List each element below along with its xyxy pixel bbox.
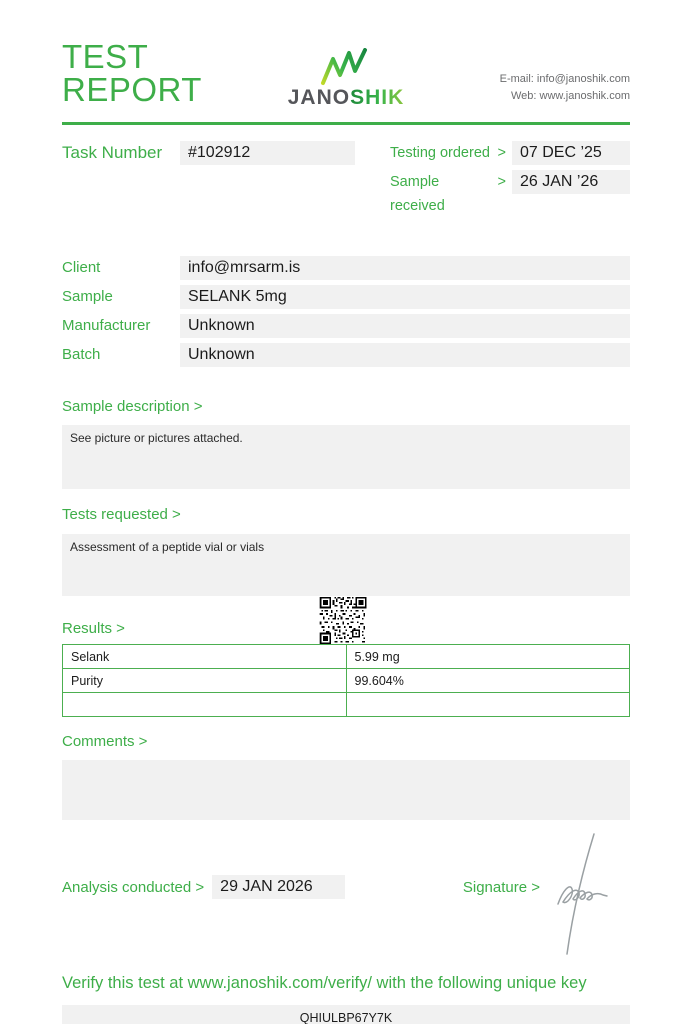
batch-row	[62, 343, 630, 367]
label-text: Testing ordered	[390, 145, 490, 161]
sample-value: SELANK 5mg	[180, 285, 630, 309]
sample-received-row	[390, 170, 630, 218]
batch-value: Unknown	[180, 343, 630, 367]
result-name: Purity	[63, 669, 347, 693]
client-label: Client	[62, 259, 101, 276]
tests-requested-content: Assessment of a peptide vial or vials	[62, 534, 630, 596]
tests-requested-heading: Tests requested >	[62, 506, 181, 523]
logo-wordmark	[271, 87, 421, 108]
contact-info	[421, 71, 630, 108]
table-row	[63, 669, 630, 693]
sample-description-heading: Sample description >	[62, 398, 203, 415]
janoshik-logo	[271, 48, 421, 108]
qr-code	[320, 597, 367, 644]
results-header	[62, 596, 630, 644]
growth-chart-icon	[319, 48, 373, 86]
testing-ordered-value: 07 DEC ’25	[512, 141, 630, 165]
contact-email: E-mail: info@janoshik.com	[499, 72, 630, 85]
sample-received-label	[390, 170, 512, 218]
logo-text-shik: SHIK	[350, 86, 405, 109]
result-name	[63, 693, 347, 717]
client-row	[62, 256, 630, 280]
results-table	[62, 644, 630, 717]
arrow-glyph: >	[497, 145, 506, 161]
spacer	[355, 141, 390, 223]
dates-block	[390, 141, 630, 223]
page-title: TEST REPORT	[62, 38, 202, 108]
task-section	[62, 141, 630, 223]
table-row	[63, 645, 630, 669]
sample-row	[62, 285, 630, 309]
header-divider	[62, 122, 630, 125]
result-value: 5.99 mg	[346, 645, 630, 669]
client-value: info@mrsarm.is	[180, 256, 630, 280]
sample-info-block	[62, 256, 630, 367]
handwritten-signature	[544, 830, 616, 958]
testing-ordered-label	[390, 141, 512, 165]
results-heading: Results >	[62, 620, 125, 637]
sample-label: Sample	[62, 288, 113, 305]
result-value: 99.604%	[346, 669, 630, 693]
result-name: Selank	[63, 645, 347, 669]
analysis-conducted-value: 29 JAN 2026	[212, 875, 345, 899]
manufacturer-label: Manufacturer	[62, 317, 151, 334]
analysis-conducted-label: Analysis conducted >	[62, 878, 205, 896]
table-row	[63, 693, 630, 717]
comments-heading: Comments >	[62, 733, 148, 750]
sample-received-value: 26 JAN ’26	[512, 170, 630, 194]
task-number-label: Task Number	[62, 143, 163, 162]
analysis-signature-row	[62, 874, 630, 900]
batch-label: Batch	[62, 346, 101, 363]
verify-instruction: Verify this test at www.janoshik.com/verify/ with the following unique key	[62, 974, 587, 992]
task-number-value: #102912	[180, 141, 355, 165]
manufacturer-row	[62, 314, 630, 338]
logo-text-jano: JANO	[287, 86, 351, 109]
manufacturer-value: Unknown	[180, 314, 630, 338]
arrow-glyph: >	[497, 174, 506, 190]
contact-web: Web: www.janoshik.com	[510, 89, 630, 102]
sample-description-content: See picture or pictures attached.	[62, 425, 630, 489]
report-header	[62, 40, 630, 108]
result-value	[346, 693, 630, 717]
label-text: Sample received	[390, 174, 445, 214]
unique-key: QHIULBP67Y7K	[62, 1005, 630, 1024]
signature-label: Signature >	[462, 878, 540, 896]
testing-ordered-row	[390, 141, 630, 165]
comments-content	[62, 760, 630, 820]
